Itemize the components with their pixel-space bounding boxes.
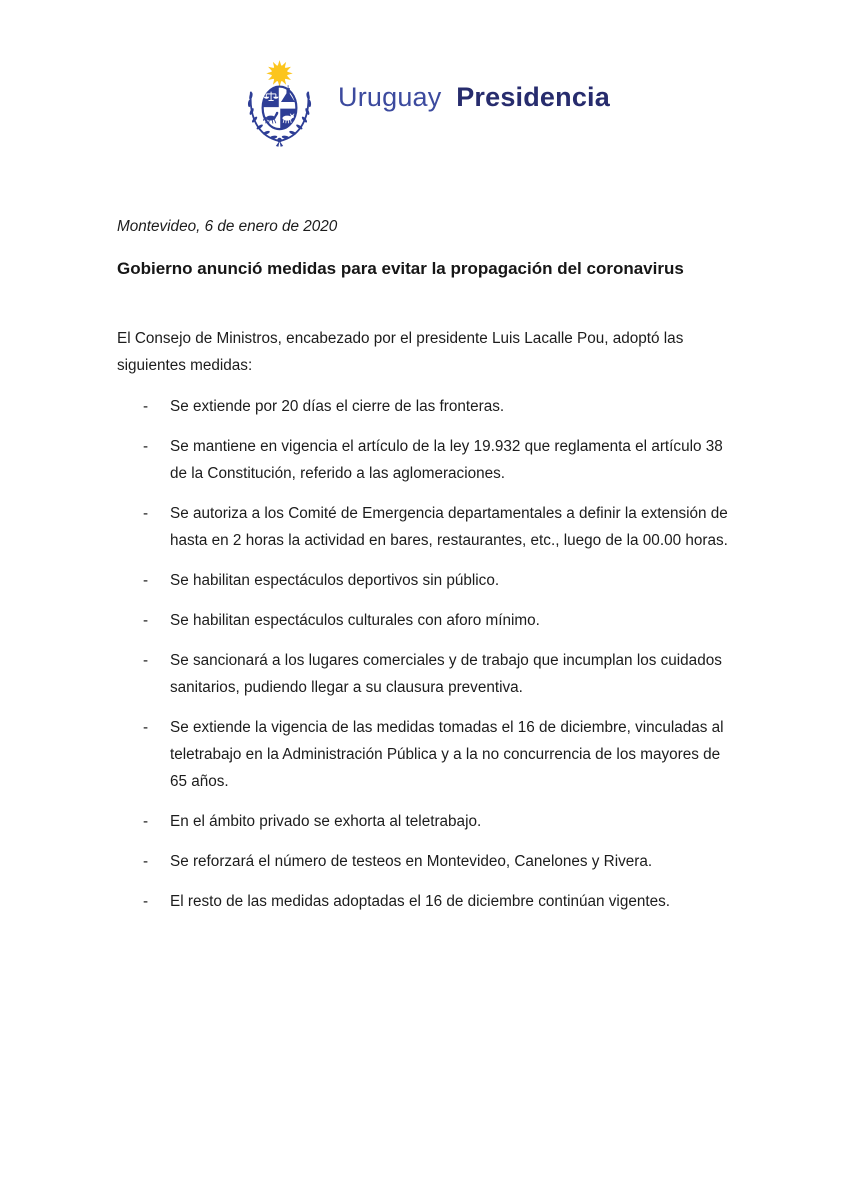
measure-text: En el ámbito privado se exhorta al teletrabajo. <box>170 813 482 830</box>
document-body <box>117 216 735 928</box>
bullet-dash: - <box>143 505 149 522</box>
measures-list <box>117 393 735 915</box>
dateline: Montevideo, 6 de enero de 2020 <box>117 218 338 235</box>
coat-of-arms-icon <box>235 52 323 149</box>
bullet-dash: - <box>143 719 149 736</box>
logo-wordmark-uruguay: Uruguay <box>338 82 442 112</box>
bullet-dash: - <box>143 572 149 589</box>
measure-text: Se reforzará el número de testeos en Montevideo, Canelones y Rivera. <box>170 853 653 870</box>
measure-text: El resto de las medidas adoptadas el 16 de diciembre continúan vigentes. <box>170 893 671 910</box>
logo-wordmark <box>338 82 610 119</box>
sun-icon <box>266 60 292 86</box>
list-item <box>117 888 735 915</box>
page-title: Gobierno anunció medidas para evitar la propagación del coronavirus <box>117 259 684 278</box>
measure-text: Se habilitan espectáculos culturales con aforo mínimo. <box>170 612 540 629</box>
list-item <box>117 848 735 875</box>
bullet-dash: - <box>143 438 149 455</box>
measure-text: Se autoriza a los Comité de Emergencia departamentales a definir la extensión de hasta en 2 horas la actividad en bares, restaurantes, etc., luego de la 00.00 horas. <box>170 505 728 549</box>
shield-icon <box>262 85 296 129</box>
bullet-dash: - <box>143 893 149 910</box>
list-item <box>117 607 735 634</box>
list-item <box>117 500 735 554</box>
measure-text: Se mantiene en vigencia el artículo de la ley 19.932 que reglamenta el artículo 38 de la Constitución, referido a las aglomeraciones. <box>170 438 723 482</box>
measure-text: Se extiende por 20 días el cierre de las fronteras. <box>170 398 505 415</box>
list-item <box>117 647 735 701</box>
list-item <box>117 433 735 487</box>
uruguay-presidencia-logo <box>235 52 610 149</box>
list-item <box>117 714 735 795</box>
intro-paragraph: El Consejo de Ministros, encabezado por el presidente Luis Lacalle Pou, adoptó las siguientes medidas: <box>117 330 684 374</box>
bullet-dash: - <box>143 853 149 870</box>
measure-text: Se extiende la vigencia de las medidas tomadas el 16 de diciembre, vinculadas al teletrabajo en la Administración Pública y a la no concurrencia de los mayores de 65 años. <box>170 719 724 790</box>
list-item <box>117 393 735 420</box>
list-item <box>117 808 735 835</box>
measure-text: Se sancionará a los lugares comerciales y de trabajo que incumplan los cuidados sanitarios, pudiendo llegar a su clausura preventiva. <box>170 652 722 696</box>
measure-text: Se habilitan espectáculos deportivos sin público. <box>170 572 500 589</box>
bullet-dash: - <box>143 652 149 669</box>
logo-wordmark-presidencia: Presidencia <box>456 82 610 112</box>
bullet-dash: - <box>143 813 149 830</box>
list-item <box>117 567 735 594</box>
bullet-dash: - <box>143 612 149 629</box>
bullet-dash: - <box>143 398 149 415</box>
